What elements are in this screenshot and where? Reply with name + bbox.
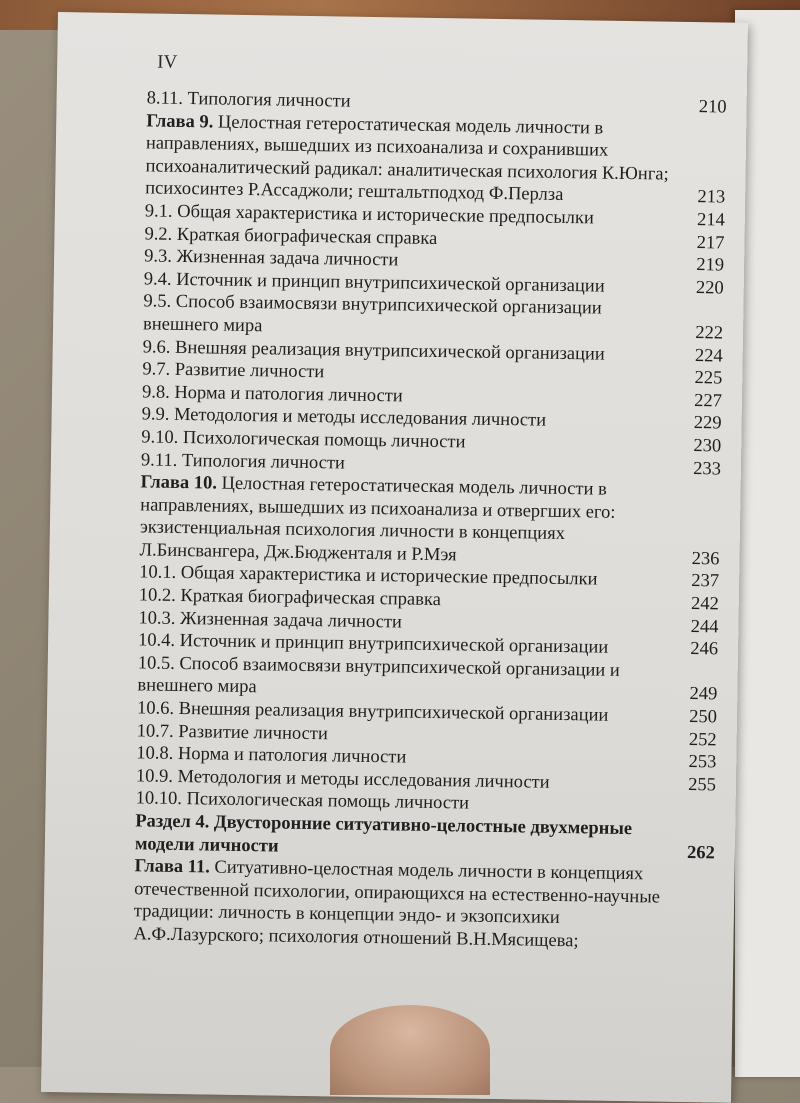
- toc-entry: 9.8. Норма и патология личности 227: [141, 382, 723, 412]
- toc-entry: 10.8. Норма и патология личности 253: [136, 743, 717, 773]
- toc-entry: 10.4. Источник и принцип внутрипсихической организации 246: [137, 630, 719, 660]
- book-page: [41, 12, 748, 1103]
- toc-entry: 9.6. Внешняя реализация внутрипсихической организации 224: [142, 336, 723, 367]
- toc-chapter-heading: Глава 11. Ситуативно-целостная модель личности в концепциях отечественной психологии, опирающихся на естественно-научные традиции: личность в концепции эндо- и экзопсихики А.Ф.Лазурского; психология отношений В.Н.Мясищева;: [133, 856, 661, 952]
- page-folio: IV: [157, 51, 178, 73]
- toc-entry: 9.10. Психологическая помощь личности 230: [141, 427, 722, 457]
- table-of-contents: [133, 87, 726, 955]
- toc-section-heading: Раздел 4. Двусторонние ситуативно-целостные двухмерные модели личности 262: [134, 811, 716, 864]
- toc-entry: 10.10. Психологическая помощь личности: [135, 788, 470, 814]
- toc-chapter-heading: Глава 9. Целостная гетеростатическая модель личности в направлениях, вышедших из психоанализа и сохранивших психоаналитический радикал: аналитическая психология К.Юнга; психосинтез Р.Ассаджоли; гештальтподход Ф.Перлза 213: [145, 110, 726, 208]
- toc-entry: 9.11. Типология личности 233: [140, 449, 722, 479]
- toc-entry: 9.5. Способ взаимосвязи внутрипсихической организации внешнего мира 222: [142, 291, 724, 344]
- toc-entry: 9.3. Жизненная задача личности 219: [144, 246, 725, 276]
- toc-entry: 9.1. Общая характеристика и исторические предпосылки 214: [144, 201, 725, 231]
- toc-chapter-heading: Глава 10. Целостная гетеростатическая модель личности в направлениях, вышедших из психоанализа и отвергших его: экзистенциальная психология личности в концепциях Л.Бинсвангера, Дж.Бюдженталя и Р.Мэя 236: [139, 472, 720, 570]
- toc-entry: 10.3. Жизненная задача личности 244: [138, 607, 719, 638]
- toc-entry: 9.4. Источник и принцип внутрипсихической организации 220: [143, 269, 724, 299]
- toc-entry: 9.9. Методология и методы исследования личности 229: [141, 404, 722, 434]
- toc-entry: 9.2. Краткая биографическая справка 217: [144, 223, 725, 254]
- toc-entry: 10.1. Общая характеристика и исторические предпосылки 237: [139, 562, 720, 592]
- thumb: [330, 1005, 490, 1095]
- toc-entry: 10.2. Краткая биографическая справка 242: [138, 585, 719, 615]
- toc-entry: 9.7. Развитие личности 225: [142, 359, 723, 389]
- toc-entry: 10.7. Развитие личности 252: [136, 720, 717, 751]
- toc-entry: 8.11. Типология личности 210: [146, 88, 727, 118]
- toc-entry: 10.9. Методология и методы исследования личности 255: [135, 766, 717, 796]
- toc-entry: 10.6. Внешняя реализация внутрипсихической организации 250: [136, 698, 718, 728]
- toc-entry: 10.5. Способ взаимосвязи внутрипсихической организации и внешнего мира 249: [137, 653, 718, 705]
